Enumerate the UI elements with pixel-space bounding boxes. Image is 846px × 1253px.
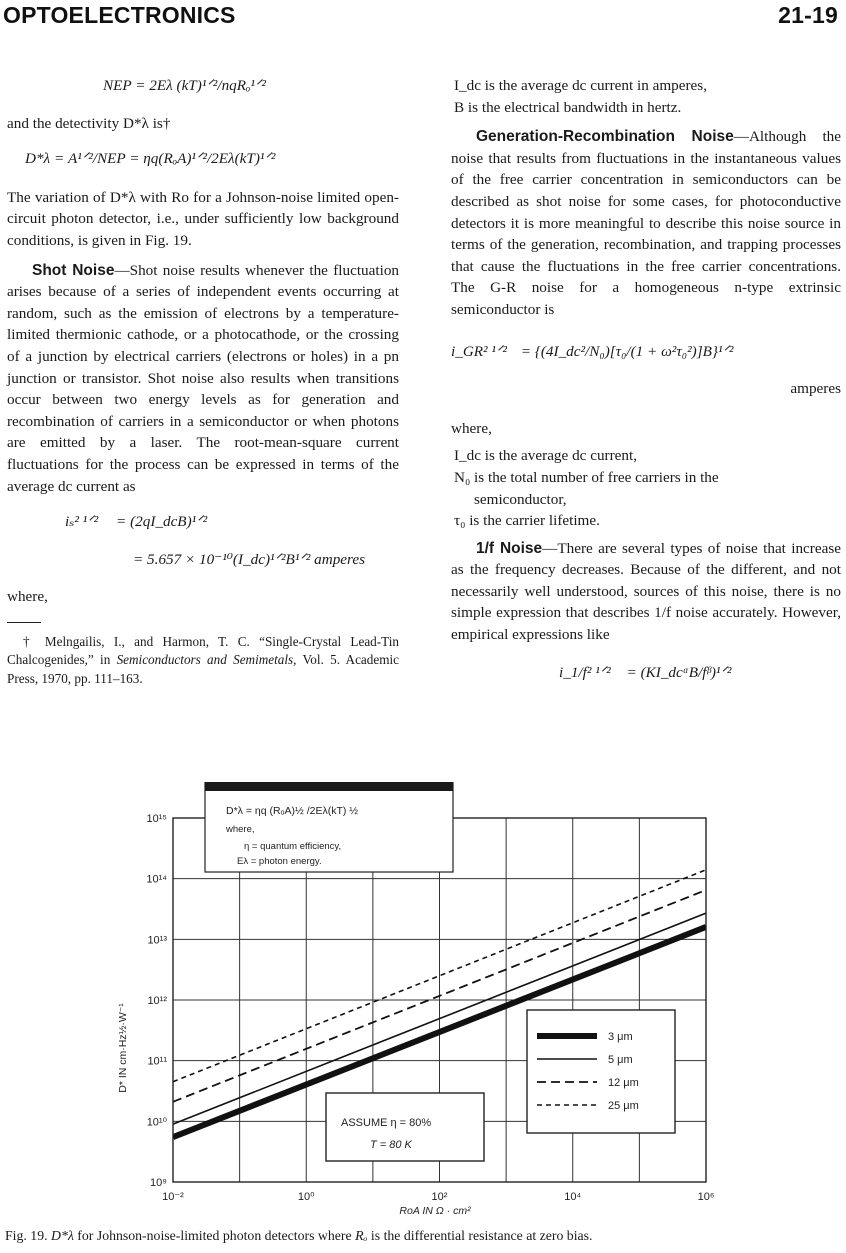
formula-box bbox=[205, 782, 453, 872]
caption-text-1: for Johnson-noise-limited photon detectors where bbox=[73, 1228, 356, 1243]
footnote-authors: Melngailis, I., and Harmon, T. C. “Single-Crystal Lead-Tin Chalcogenides,” in bbox=[7, 633, 400, 668]
equation-lhs: D*λ bbox=[25, 150, 51, 168]
paragraph-shot-noise bbox=[7, 260, 399, 498]
equation-lhs: iₛ² ¹ᐟ² bbox=[65, 513, 99, 531]
equation-rhs: 5.657 × 10⁻¹⁰(I_dc)¹ᐟ²B¹ᐟ² amperes bbox=[147, 550, 366, 568]
definition-tau0: τ₀ is the carrier lifetime. bbox=[454, 512, 600, 530]
footnote-marker: † bbox=[23, 633, 36, 649]
right-column bbox=[451, 75, 841, 683]
assume-box bbox=[326, 1093, 484, 1161]
paragraph-gr-noise bbox=[451, 126, 841, 320]
x-tick-label: 10⁻² bbox=[162, 1191, 184, 1203]
footnote-rule bbox=[7, 622, 41, 623]
legend-label-3um: 3 μm bbox=[608, 1031, 633, 1043]
definition-n0-cont: semiconductor, bbox=[474, 490, 567, 508]
x-tick-label: 10⁰ bbox=[297, 1191, 315, 1203]
footnote-rest: , Vol. 5. Academic Press, 1970, pp. 111–163. bbox=[7, 652, 399, 686]
equation-rhs: A¹ᐟ²/NEP = ηq(RₒA)¹ᐟ²/2Eλ(kT)¹ᐟ² bbox=[67, 150, 276, 168]
y-tick-label: 10¹¹ bbox=[147, 1055, 167, 1068]
caption-prefix: Fig. 19. bbox=[5, 1228, 51, 1243]
caption-symbol-2: Rₒ bbox=[355, 1228, 368, 1243]
equation-equals: = bbox=[133, 550, 144, 568]
y-axis-label: D* IN cm·Hz½·W⁻¹ bbox=[117, 1003, 129, 1093]
equation-lhs: NEP bbox=[103, 77, 132, 94]
formula-line-2: where, bbox=[226, 824, 255, 835]
equation-shot-2 bbox=[7, 549, 399, 571]
figure-19 bbox=[100, 782, 750, 1222]
equation-equals: = bbox=[520, 342, 531, 360]
where-label: where, bbox=[451, 419, 492, 437]
equation-rhs: (2qI_dcB)¹ᐟ² bbox=[130, 513, 208, 531]
y-tick-label: 10¹⁰ bbox=[146, 1116, 167, 1129]
equation-nep bbox=[7, 75, 399, 97]
gr-noise-text: —Although the noise that results from fluctuations in the instantaneous values of the free carrier concentration in semiconductors can be described as shot noise for some cases, for photoconductive detectors it is more meaningful to describe this noise source in terms of the generation, recombination, and trapping processes that cause the fluctuations in the free carrier concentrations. The G-R noise for a homogeneous n-type extrinsic semiconductor is bbox=[451, 128, 841, 318]
chart-dstar-vs-roa bbox=[100, 782, 750, 1222]
definitions-gr bbox=[451, 445, 841, 531]
footnote bbox=[7, 633, 399, 689]
paragraph-1f-noise bbox=[451, 538, 841, 646]
equation-equals: = bbox=[116, 513, 127, 531]
heading-shot-noise: Shot Noise bbox=[32, 261, 115, 279]
paragraph-variation: The variation of D*λ with Ro for a Johnson-noise limited open-circuit photon detector, i.e., under sufficiently low background conditions, is given in Fig. 19. bbox=[7, 188, 399, 249]
legend-label-25um: 25 μm bbox=[608, 1100, 639, 1112]
definition-b: B is the electrical bandwidth in hertz. bbox=[454, 98, 682, 116]
amperes-label: amperes bbox=[790, 380, 841, 398]
legend-label-12um: 12 μm bbox=[608, 1077, 639, 1089]
equation-equals: = bbox=[135, 77, 146, 94]
definitions-shot bbox=[451, 75, 841, 118]
assume-line-1: ASSUME η = 80% bbox=[341, 1117, 432, 1129]
y-tick-label: 10¹² bbox=[147, 995, 167, 1007]
shot-noise-text: —Shot noise results whenever the fluctuation arises because of a series of independent events occurring at random, such as the emission of electrons by a temperature-limited thermionic cathode, or a photocathode, or the crossing of a junction by electrical carriers (electrons or holes) in a pn junction or transistor. Shot noise also results when transitions occur between two energy levels as for generation and recombination of carriers in a semiconductor or when photons are emitted by a laser. The root-mean-square current fluctuations for the process can be expressed in terms of the average dc current as bbox=[7, 261, 400, 495]
equation-lhs: i_GR² ¹ᐟ² bbox=[451, 342, 507, 360]
formula-line-3: η = quantum efficiency, bbox=[244, 841, 342, 852]
caption-symbol: D*λ bbox=[51, 1228, 74, 1243]
legend bbox=[527, 1010, 675, 1133]
y-tick-label: 10⁹ bbox=[150, 1177, 167, 1189]
equation-rhs: 2Eλ (kT)¹ᐟ²/nqRₒ¹ᐟ² bbox=[149, 77, 266, 94]
legend-label-5um: 5 μm bbox=[608, 1054, 633, 1066]
equation-equals: = bbox=[53, 150, 65, 168]
equation-rhs: {(4I_dc²/N₀)[τ₀/(1 + ω²τ₀²)]B}¹ᐟ² bbox=[534, 342, 734, 360]
y-tick-label: 10¹⁵ bbox=[146, 813, 167, 825]
detectivity-intro: and the detectivity D*λ is† bbox=[7, 114, 171, 132]
definition-n0: N₀ is the total number of free carriers in the bbox=[454, 468, 719, 486]
formula-line-1: D*λ = ηq (RₒA)½ /2Eλ(kT) ½ bbox=[226, 805, 359, 817]
left-column bbox=[7, 75, 399, 688]
equation-rhs: (KI_dcᵅB/fᵝ)¹ᐟ² bbox=[640, 663, 732, 681]
1f-noise-text: —There are several types of noise that increase as the frequency decreases. Because of the different, and not necessarily well understood, sources of this noise, there is no simple expression that describes 1/f noise accurately. However, empirical expressions like bbox=[451, 539, 841, 644]
running-header-title: OPTOELECTRONICS bbox=[3, 2, 236, 28]
where-label: where, bbox=[7, 588, 48, 606]
x-tick-label: 10⁶ bbox=[697, 1191, 715, 1203]
figure-caption bbox=[5, 1227, 841, 1245]
page-number: 21-19 bbox=[778, 2, 838, 28]
equation-1f bbox=[451, 662, 841, 684]
assume-line-2: T = 80 K bbox=[370, 1139, 412, 1151]
heading-gr-noise: Generation-Recombination Noise bbox=[476, 128, 734, 146]
footnote-book-title: Semiconductors and Semimetals bbox=[116, 652, 294, 668]
definition-idc: I_dc is the average dc current in amperes, bbox=[454, 77, 708, 94]
definition-idc: I_dc is the average dc current, bbox=[454, 447, 637, 465]
x-axis-label: RoA IN Ω · cm² bbox=[399, 1205, 471, 1217]
x-tick-label: 10² bbox=[431, 1191, 448, 1203]
heading-1f-noise: 1/f Noise bbox=[476, 539, 543, 557]
equation-equals: = bbox=[626, 663, 637, 681]
equation-shot-1 bbox=[7, 511, 399, 533]
equation-lhs: i_1/f² ¹ᐟ² bbox=[559, 663, 611, 681]
formula-line-4: Eλ = photon energy. bbox=[237, 856, 322, 867]
x-tick-label: 10⁴ bbox=[564, 1191, 582, 1203]
caption-text-2: is the differential resistance at zero bias. bbox=[367, 1228, 593, 1243]
equation-dstar bbox=[7, 148, 399, 170]
y-tick-label: 10¹⁴ bbox=[146, 873, 167, 886]
equation-gr bbox=[451, 341, 841, 363]
y-tick-label: 10¹³ bbox=[147, 934, 167, 947]
